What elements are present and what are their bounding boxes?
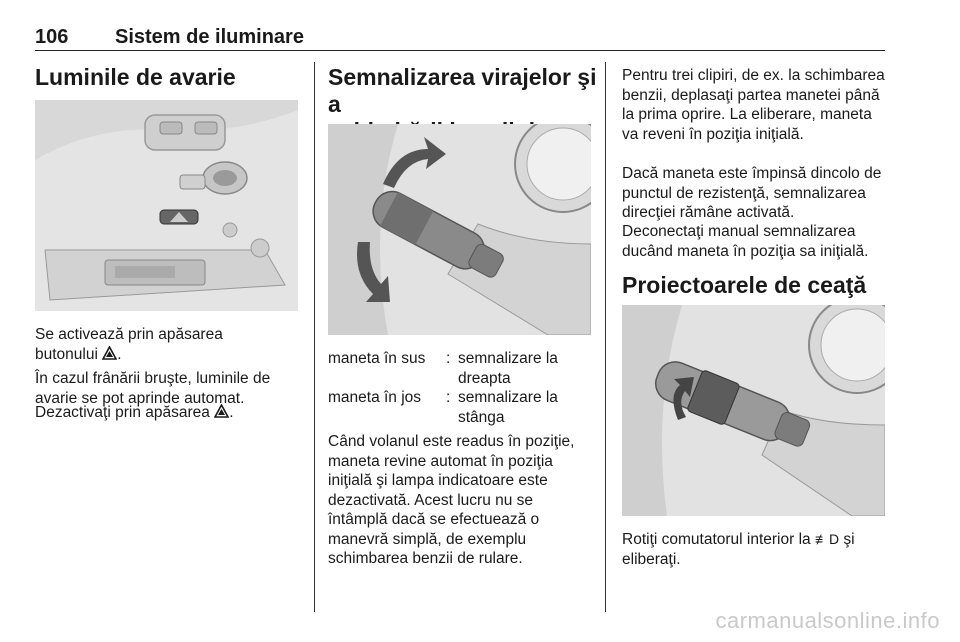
section-heading-fog-lights: Proiectoarele de ceaţă bbox=[622, 272, 867, 298]
hazard-switch-illustration bbox=[35, 100, 298, 311]
hazard-paragraph-1: Se activează prin apăsarea butonului . bbox=[35, 326, 223, 363]
page-number: 106 bbox=[35, 26, 69, 48]
option-lever-down: maneta în jos : semnalizare la stânga bbox=[328, 389, 558, 426]
three-blink-paragraph: Pentru trei clipiri, de ex. la schimbarea benzii, deplasaţi partea manetei până la prima oprire. La eliberare, maneta va reveni în poziţia iniţială. bbox=[622, 67, 885, 143]
hazard-triangle-icon bbox=[102, 346, 117, 360]
section-heading-hazard: Luminile de avarie bbox=[35, 64, 236, 90]
page-header bbox=[35, 26, 885, 52]
header-rule bbox=[35, 50, 885, 51]
option-lever-up: maneta în sus : semnalizare la dreapta bbox=[328, 350, 558, 387]
column-divider-1 bbox=[314, 62, 315, 612]
hazard-paragraph-3: Dezactivaţi prin apăsarea . bbox=[35, 404, 234, 421]
front-fog-light-icon: ≢D bbox=[814, 531, 840, 547]
section-heading-turn-signals: Semnalizarea virajelor şi a bbox=[328, 64, 597, 117]
fog-light-paragraph: Rotiţi comutatorul interior la ≢D şi eliberaţi. bbox=[622, 531, 855, 568]
turn-signal-lever-illustration bbox=[328, 124, 591, 335]
hazard-triangle-icon bbox=[214, 404, 229, 418]
turn-signal-paragraph: Când volanul este readus în poziţie, maneta revine automat în poziţia iniţială şi lampa indicatoare este dezactivată. Acest lucru nu se întâmplă dacă se efectuează o manevră simplă, de exemplu schimbarea benzii de rulare. bbox=[328, 433, 575, 567]
running-title: Sistem de iluminare bbox=[115, 26, 304, 48]
fog-light-switch-illustration bbox=[622, 305, 885, 516]
watermark: carmanualsonline.info bbox=[715, 608, 940, 633]
manual-off-paragraph: Deconectaţi manual semnalizarea ducând maneta în poziţia sa iniţială. bbox=[622, 223, 869, 260]
resistance-paragraph: Dacă maneta este împinsă dincolo de punctul de rezistenţă, semnalizarea direcţiei rămâne activată. bbox=[622, 165, 882, 221]
column-divider-2 bbox=[605, 62, 606, 612]
hazard-paragraph-2: În cazul frânării bruşte, luminile de avarie se pot aprinde automat. bbox=[35, 370, 271, 407]
